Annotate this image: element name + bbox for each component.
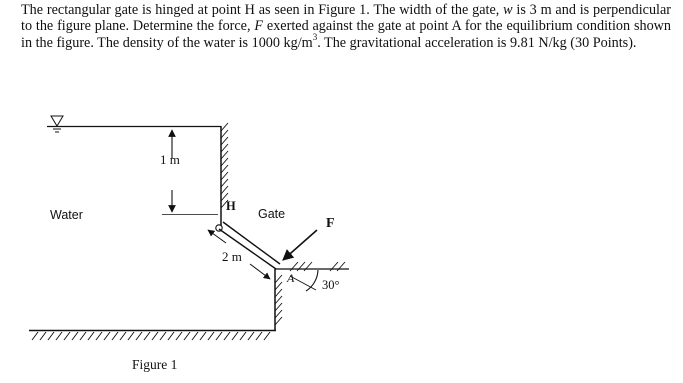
lower-wall-hatching [275,275,282,325]
ground-hatching [32,332,270,340]
free-surface-symbol [51,116,63,132]
gate-length-dimension-lower [250,264,270,279]
density-exponent: 3 [312,32,318,43]
width-variable: w [503,2,513,18]
gate-length-label: 2 m [222,249,242,264]
hinge-label: H [226,199,236,213]
depth-label: 1 m [160,152,180,167]
force-arrow [283,230,317,260]
problem-text-part1: The rectangular gate is hinged at point H as seen in Figure 1. The width of the gate, [21,2,504,18]
water-label: Water [50,208,83,222]
problem-text-part3: exerted against the gate at point A for the equilibrium condition shown in the figure. The density of the water is 1000 kg/m [21,18,671,51]
problem-text-part4: . The gravitational acceleration is 9.81 N/kg (30 Points). [317,34,637,51]
point-a-label: A [287,271,295,285]
angle-label: 30° [322,278,340,292]
gate-label: Gate [258,207,286,221]
force-label: F [326,216,335,231]
figure-caption: Figure 1 [132,357,178,372]
force-variable: F [254,18,264,35]
upper-wall-hatching [221,123,228,208]
problem-text-part2: is 3 m and is perpendicular to the figure plane. Determine the force, [21,2,672,35]
